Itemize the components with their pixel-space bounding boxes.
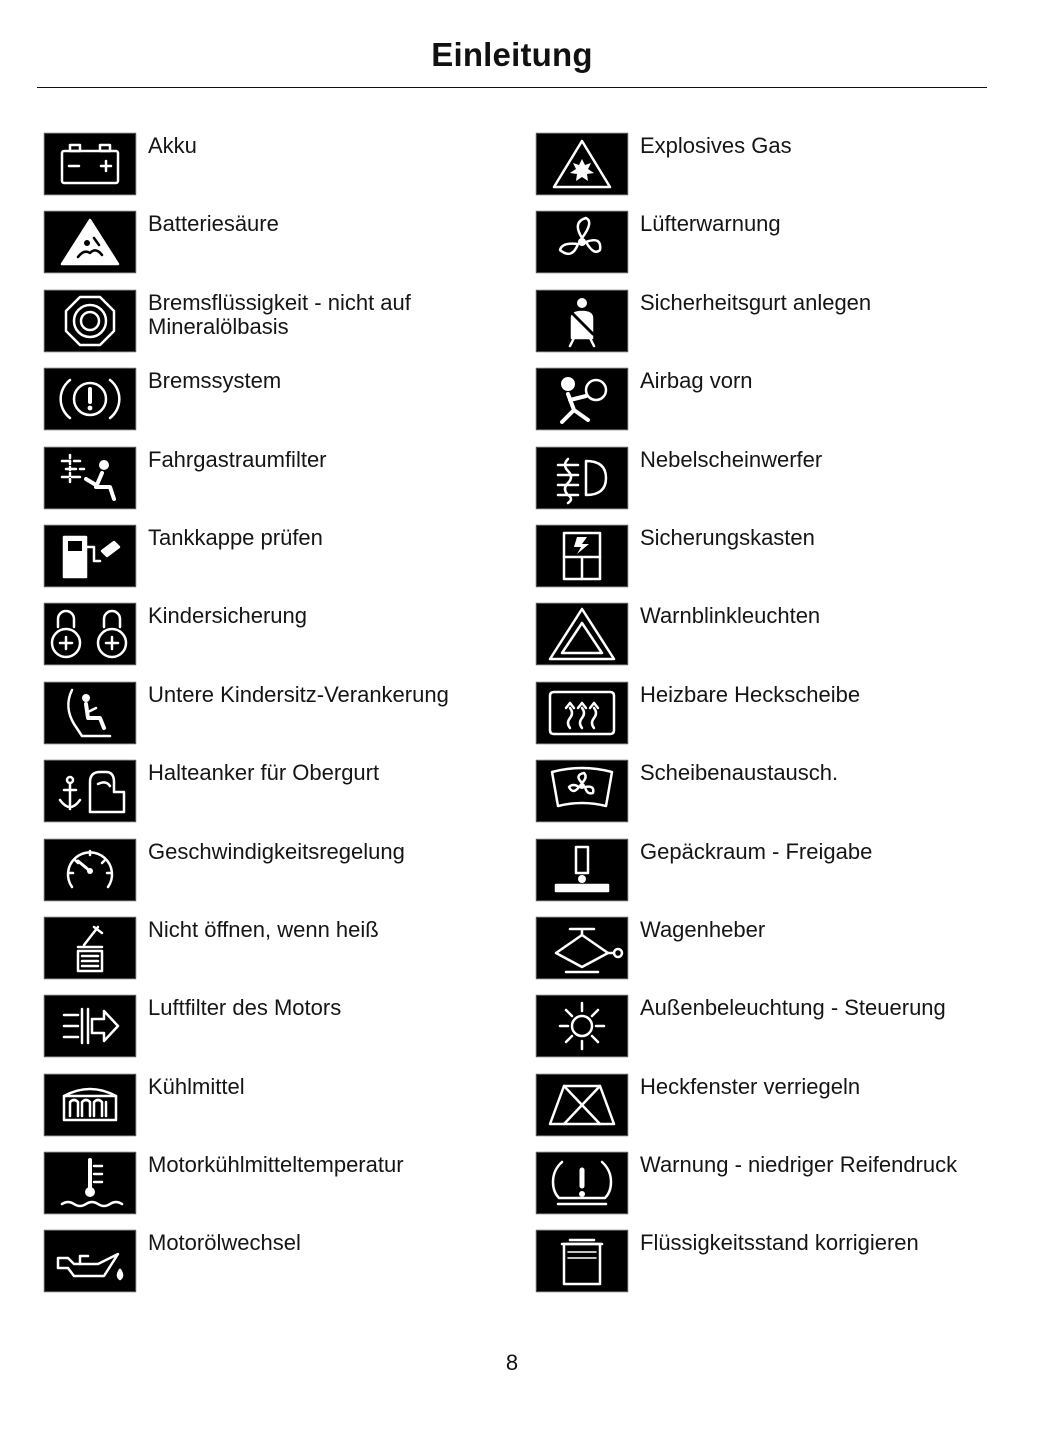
symbol-row: [536, 1230, 1035, 1308]
symbol-list-left: [44, 133, 503, 1309]
symbol-row: [44, 603, 503, 681]
symbol-row: [536, 133, 1035, 211]
windscreen-icon: [536, 760, 628, 822]
page-header: [37, 30, 987, 88]
symbol-row: [44, 447, 503, 525]
symbol-label: Nebelscheinwerfer: [640, 446, 823, 472]
symbol-label: Sicherungskasten: [640, 524, 815, 550]
engine-coolant-temperature-icon: [44, 1152, 136, 1214]
brake-system-icon: [44, 368, 136, 430]
symbol-row: [536, 211, 1035, 289]
check-fuel-cap-icon: [44, 525, 136, 587]
symbol-row: [536, 682, 1035, 760]
symbol-label: Lüfterwarnung: [640, 211, 781, 237]
symbol-label: Warnung - niedriger Reifendruck: [640, 1152, 958, 1178]
symbol-label: Sicherheitsgurt anlegen: [640, 289, 872, 315]
symbol-row: [44, 1230, 503, 1308]
symbol-label: Außenbeleuchtung - Steuerung: [640, 995, 946, 1021]
symbol-row: [44, 839, 503, 917]
luggage-release-icon: [536, 839, 628, 901]
fuse-box-icon: [536, 525, 628, 587]
exterior-lamp-icon: [536, 995, 628, 1057]
symbol-row: [536, 839, 1035, 917]
symbol-row: [536, 1152, 1035, 1230]
child-seat-tether-anchor-icon: [44, 760, 136, 822]
fluid-level-icon: [536, 1230, 628, 1292]
symbol-label: Akku: [148, 133, 197, 158]
symbol-row: [44, 682, 503, 760]
symbol-row: [536, 917, 1035, 995]
symbol-label: Geschwindigkeitsregelung: [148, 838, 405, 864]
symbol-row: [536, 368, 1035, 446]
symbol-label: Kühlmittel: [148, 1073, 245, 1099]
symbol-row: [536, 447, 1035, 525]
battery-acid-icon: [44, 211, 136, 273]
heated-rear-window-icon: [536, 682, 628, 744]
symbol-label: Tankkappe prüfen: [148, 524, 323, 550]
engine-oil-icon: [44, 1230, 136, 1292]
symbol-label: Bremssystem: [148, 368, 282, 394]
symbol-label: Heizbare Heckscheibe: [640, 681, 861, 707]
symbol-row: [536, 1074, 1035, 1152]
symbol-row: [44, 995, 503, 1073]
coolant-icon: [44, 1074, 136, 1136]
symbol-label: Gepäckraum - Freigabe: [640, 838, 873, 864]
symbol-row: [44, 1074, 503, 1152]
symbol-row: [44, 368, 503, 446]
tire-pressure-icon: [536, 1152, 628, 1214]
symbol-row: [536, 603, 1035, 681]
symbol-label: Warnblinkleuchten: [640, 603, 821, 629]
symbol-label: Airbag vorn: [640, 368, 753, 394]
symbol-list-right: [536, 133, 1035, 1309]
symbol-label: Motorölwechsel: [148, 1230, 301, 1256]
symbol-label: Kindersicherung: [148, 603, 307, 629]
child-seat-lower-anchor-icon: [44, 682, 136, 744]
page-number: 8: [505, 1350, 519, 1375]
symbol-label: Scheibenaustausch.: [640, 760, 839, 786]
child-lock-icon: [44, 603, 136, 665]
symbol-label: Halteanker für Obergurt: [148, 760, 380, 786]
rear-window-lock-icon: [536, 1074, 628, 1136]
symbol-label: Heckfenster verriegeln: [640, 1073, 861, 1099]
symbol-row: [44, 917, 503, 995]
explosive-gas-icon: [536, 133, 628, 195]
brake-fluid-icon: [44, 290, 136, 352]
symbol-label: Batteriesäure: [148, 211, 279, 237]
battery-icon: [44, 133, 136, 195]
symbol-label: Wagenheber: [640, 916, 766, 942]
symbol-label: Flüssigkeitsstand korrigieren: [640, 1230, 919, 1256]
jack-icon: [536, 917, 628, 979]
cabin-air-filter-icon: [44, 447, 136, 509]
symbol-row: [536, 290, 1035, 368]
symbol-row: [536, 995, 1035, 1073]
symbol-row: [536, 760, 1035, 838]
fan-warning-icon: [536, 211, 628, 273]
symbol-row: [44, 760, 503, 838]
symbol-row: [44, 1152, 503, 1230]
engine-air-filter-icon: [44, 995, 136, 1057]
symbol-row: [44, 290, 503, 368]
page-title: Einleitung: [431, 36, 593, 73]
symbol-label: Luftfilter des Motors: [148, 995, 342, 1021]
symbol-row: [44, 525, 503, 603]
symbol-label: Motorkühlmitteltemperatur: [148, 1152, 404, 1178]
cruise-control-icon: [44, 839, 136, 901]
symbol-label: Explosives Gas: [640, 133, 792, 158]
fog-lamp-icon: [536, 447, 628, 509]
symbol-label: Bremsflüssigkeit - nicht auf Mineralölbasis: [148, 289, 411, 339]
seatbelt-icon: [536, 290, 628, 352]
symbol-label: Nicht öffnen, wenn heiß: [148, 916, 379, 942]
hazard-warning-icon: [536, 603, 628, 665]
do-not-open-hot-icon: [44, 917, 136, 979]
symbol-label: Untere Kindersitz-Verankerung: [148, 681, 449, 707]
symbol-label: Fahrgastraumfilter: [148, 446, 327, 472]
symbol-row: [536, 525, 1035, 603]
front-airbag-icon: [536, 368, 628, 430]
symbol-row: [44, 211, 503, 289]
symbol-row: [44, 133, 503, 211]
